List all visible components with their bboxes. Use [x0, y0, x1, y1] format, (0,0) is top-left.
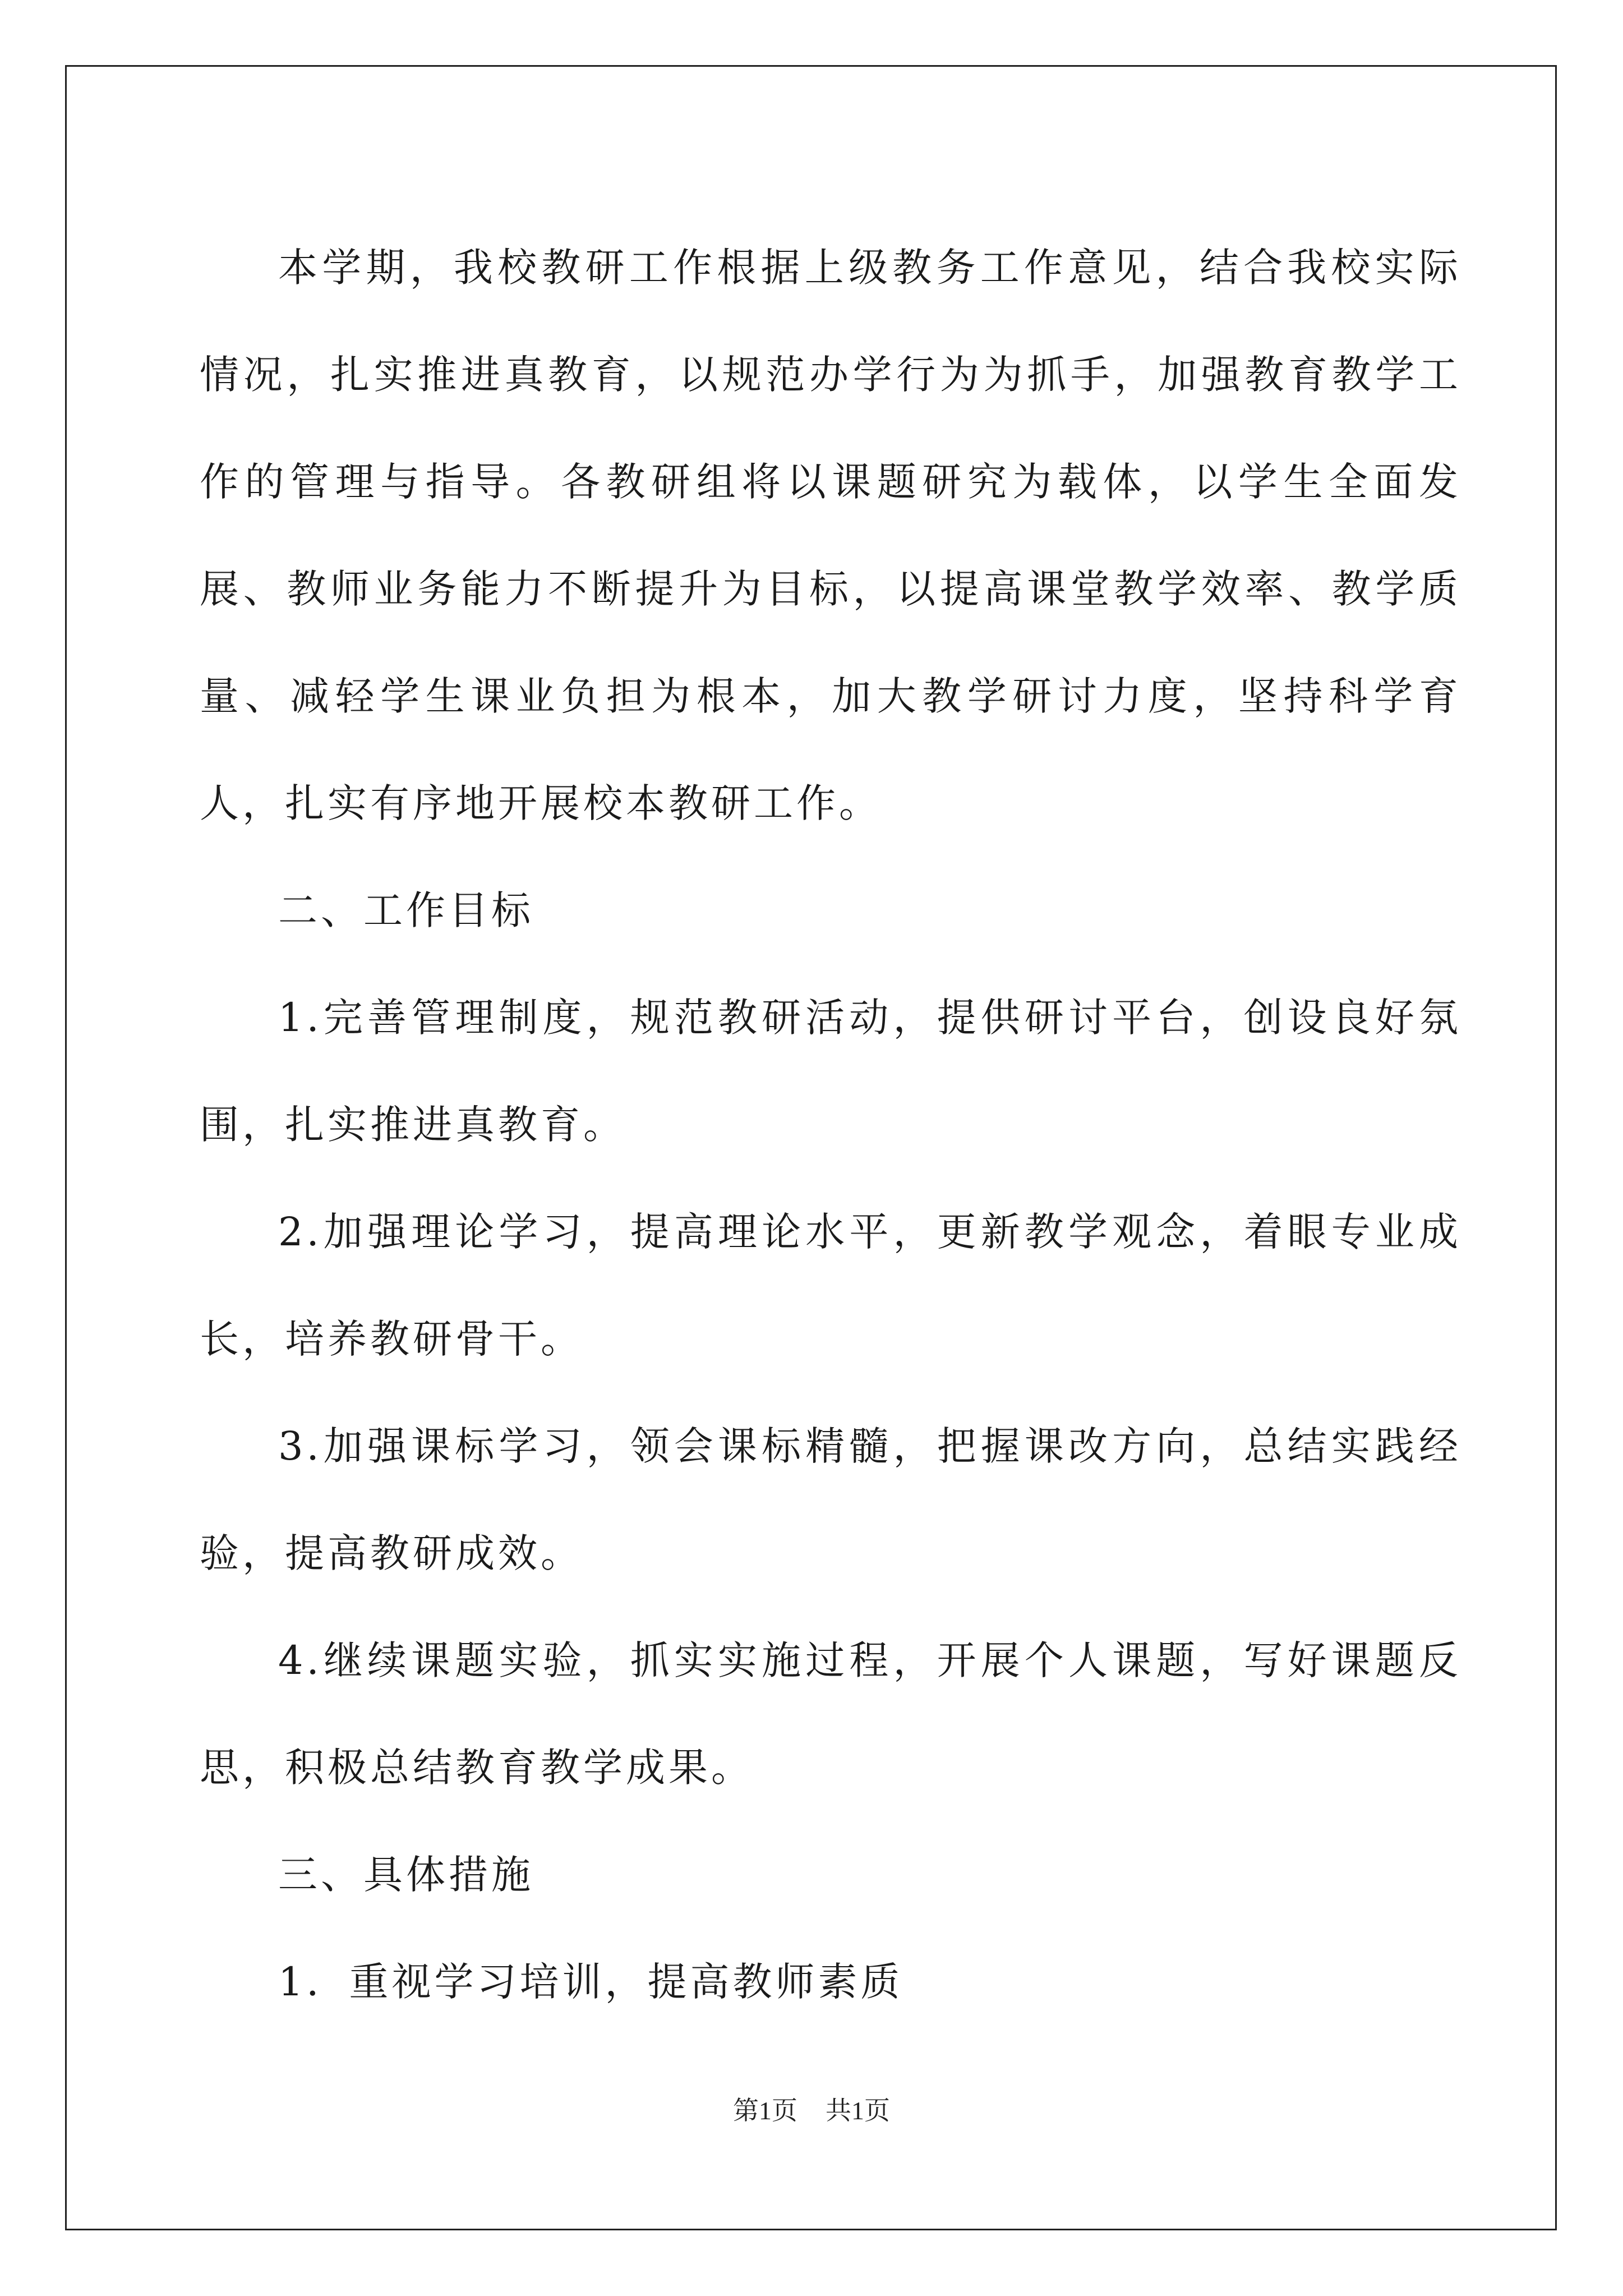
- measure-item-1: 1．重视学习培训，提高教师素质: [278, 1959, 903, 2005]
- heading-specific-measures: 三、具体措施: [278, 1852, 534, 1898]
- page-footer: [0, 2090, 1623, 2127]
- goal-item-1: 1.完善管理制度，规范教研活动，提供研讨平台，创设良好氛围，扎实推进真教育。: [200, 995, 1461, 1148]
- page-total: 共1页: [826, 2096, 890, 2125]
- goal-item-3: 3.加强课标学习，领会课标精髓，把握课改方向，总结实践经验，提高教研成效。: [200, 1423, 1461, 1576]
- document-body: [200, 214, 1461, 2036]
- paragraph-intro: 本学期，我校教研工作根据上级教务工作意见，结合我校实际情况，扎实推进真教育，以规范办学行为为抓手，加强教育教学工作的管理与指导。各教研组将以课题研究为载体，以学生全面发展、教师业务能力不断提升为目标，以提高课堂教学效率、教学质量、减轻学生课业负担为根本，加大教学研讨力度，坚持科学育人，扎实有序地开展校本教研工作。: [200, 245, 1461, 826]
- page-number: 第1页: [733, 2096, 797, 2125]
- goal-item-4: 4.继续课题实验，抓实实施过程，开展个人课题，写好课题反思，积极总结教育教学成果。: [200, 1637, 1461, 1791]
- goal-item-2: 2.加强理论学习，提高理论水平，更新教学观念，着眼专业成长，培养教研骨干。: [200, 1209, 1461, 1362]
- heading-work-goals: 二、工作目标: [278, 887, 534, 933]
